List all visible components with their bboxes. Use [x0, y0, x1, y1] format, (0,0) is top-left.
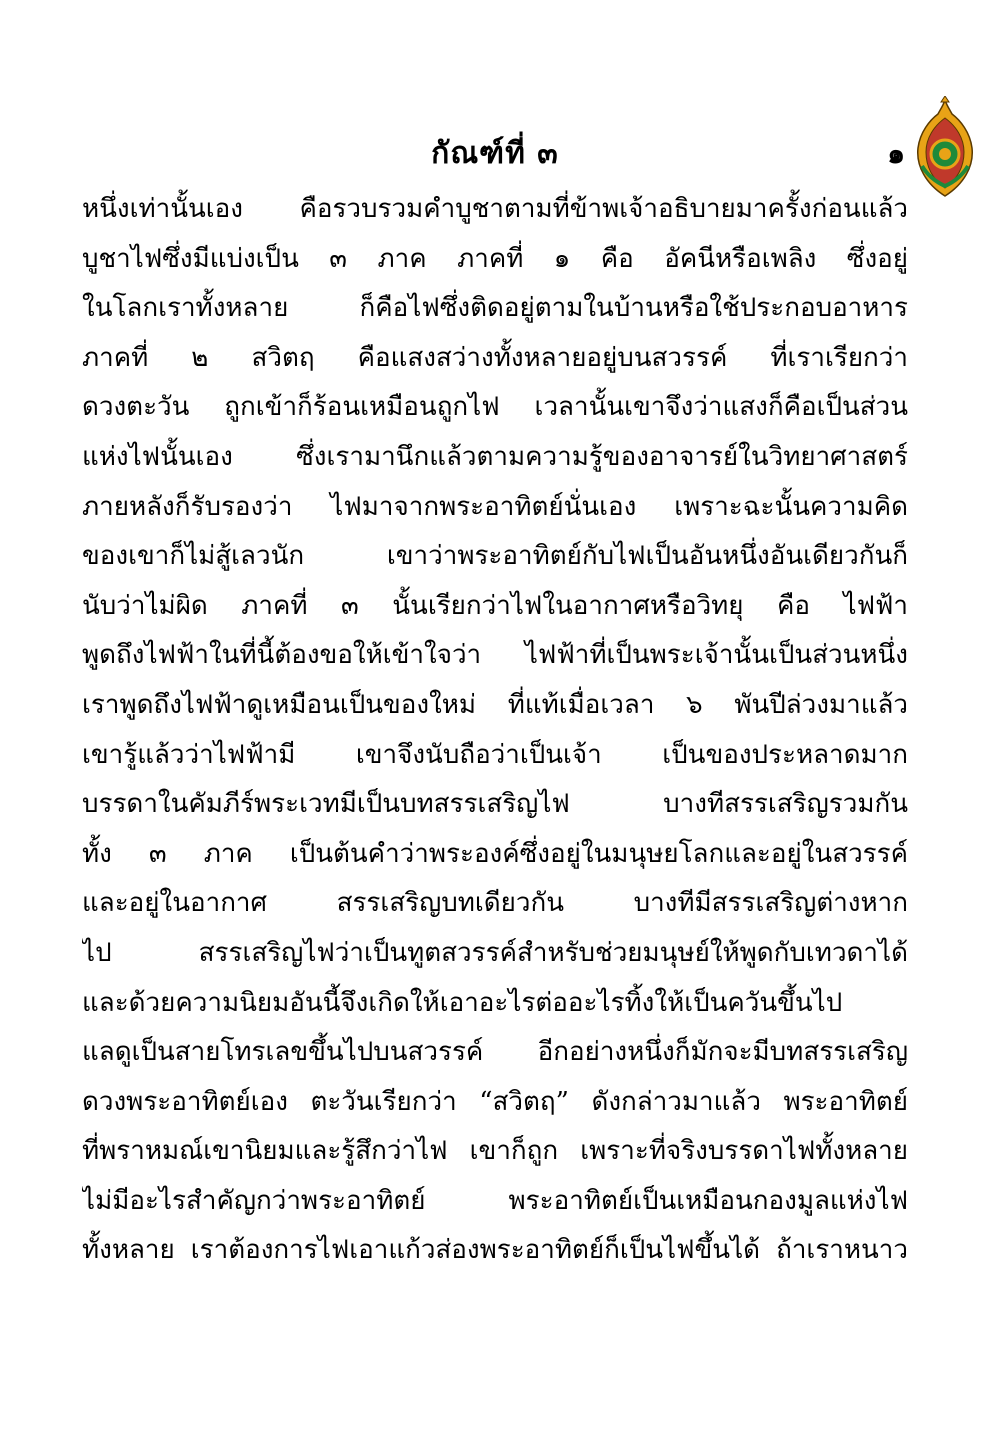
text-line: แห่งไฟนั้นเอง ซึ่งเรามานึกแล้วตามความรู้ของอาจารย์ในวิทยาศาสตร์ — [82, 441, 908, 472]
text-line: ทั้งหลาย เราต้องการไฟเอาแก้วส่องพระอาทิตย์ก็เป็นไฟขึ้นได้ ถ้าเราหนาว — [82, 1235, 908, 1266]
text-line: บูชาไฟซึ่งมีแบ่งเป็น ๓ ภาค ภาคที่ ๑ คือ อัคนีหรือเพลิง ซึ่งอยู่ — [82, 243, 908, 274]
text-line: และด้วยความนิยมอันนี้จึงเกิดให้เอาอะไรต่ออะไรทิ้งให้เป็นควันขึ้นไป — [82, 987, 843, 1018]
text-line: นับว่าไม่ผิด ภาคที่ ๓ นั้นเรียกว่าไฟในอากาศหรือวิทยุ คือ ไฟฟ้า — [82, 590, 908, 621]
text-line: ไป สรรเสริญไฟว่าเป็นทูตสวรรค์สำหรับช่วยมนุษย์ให้พูดกับเทวดาได้ — [82, 937, 908, 968]
text-line: แลดูเป็นสายโทรเลขขึ้นไปบนสวรรค์ อีกอย่างหนึ่งก็มักจะมีบทสรรเสริญ — [82, 1037, 908, 1068]
text-line: ภายหลังก็รับรองว่า ไฟมาจากพระอาทิตย์นั่นเอง เพราะฉะนั้นความคิด — [82, 491, 908, 522]
text-line: ของเขาก็ไม่สู้เลวนัก เขาว่าพระอาทิตย์กับไฟเป็นอันหนึ่งอันเดียวกันก็ — [82, 541, 908, 572]
text-line: เขารู้แล้วว่าไฟฟ้ามี เขาจึงนับถือว่าเป็นเจ้า เป็นของประหลาดมาก — [82, 739, 908, 770]
text-line: ภาคที่ ๒ สวิตฤ คือแสงสว่างทั้งหลายอยู่บนสวรรค์ ที่เราเรียกว่า — [82, 342, 908, 373]
text-line: ดวงตะวัน ถูกเข้าก็ร้อนเหมือนถูกไฟ เวลานั้นเขาจึงว่าแสงก็คือเป็นส่วน — [82, 392, 908, 423]
text-line: และอยู่ในอากาศ สรรเสริญบทเดียวกัน บางทีมีสรรเสริญต่างหาก — [82, 888, 908, 919]
royal-emblem-icon — [910, 96, 980, 200]
text-line: ทั้ง ๓ ภาค เป็นต้นคำว่าพระองค์ซึ่งอยู่ในมนุษยโลกและอยู่ในสวรรค์ — [82, 838, 908, 869]
page-header — [0, 118, 990, 178]
text-line: ที่พราหมณ์เขานิยมและรู้สึกว่าไฟ เขาก็ถูก เพราะที่จริงบรรดาไฟทั้งหลาย — [82, 1136, 908, 1167]
body-text — [82, 185, 908, 1276]
text-line: ในโลกเราทั้งหลาย ก็คือไฟซึ่งติดอยู่ตามในบ้านหรือใช้ประกอบอาหาร — [82, 293, 908, 324]
text-line: ไม่มีอะไรสำคัญกว่าพระอาทิตย์ พระอาทิตย์เป็นเหมือนกองมูลแห่งไฟ — [82, 1185, 908, 1216]
text-line: พูดถึงไฟฟ้าในที่นี้ต้องขอให้เข้าใจว่า ไฟฟ้าที่เป็นพระเจ้านั้นเป็นส่วนหนึ่ง — [82, 640, 908, 671]
text-line: ดวงพระอาทิตย์เอง ตะวันเรียกว่า “สวิตฤ” ดังกล่าวมาแล้ว พระอาทิตย์ — [82, 1086, 908, 1117]
page-number: ๑ — [887, 137, 905, 170]
text-line: หนึ่งเท่านั้นเอง คือรวบรวมคำบูชาตามที่ข้าพเจ้าอธิบายมาครั้งก่อนแล้ว — [82, 194, 908, 224]
text-line: เราพูดถึงไฟฟ้าดูเหมือนเป็นของใหม่ ที่แท้เมื่อเวลา ๖ พันปีล่วงมาแล้ว — [82, 689, 908, 720]
page-title: กัณฑ์ที่ ๓ — [431, 136, 559, 171]
text-line: บรรดาในคัมภีร์พระเวทมีเป็นบทสรรเสริญไฟ บางทีสรรเสริญรวมกัน — [82, 789, 908, 820]
